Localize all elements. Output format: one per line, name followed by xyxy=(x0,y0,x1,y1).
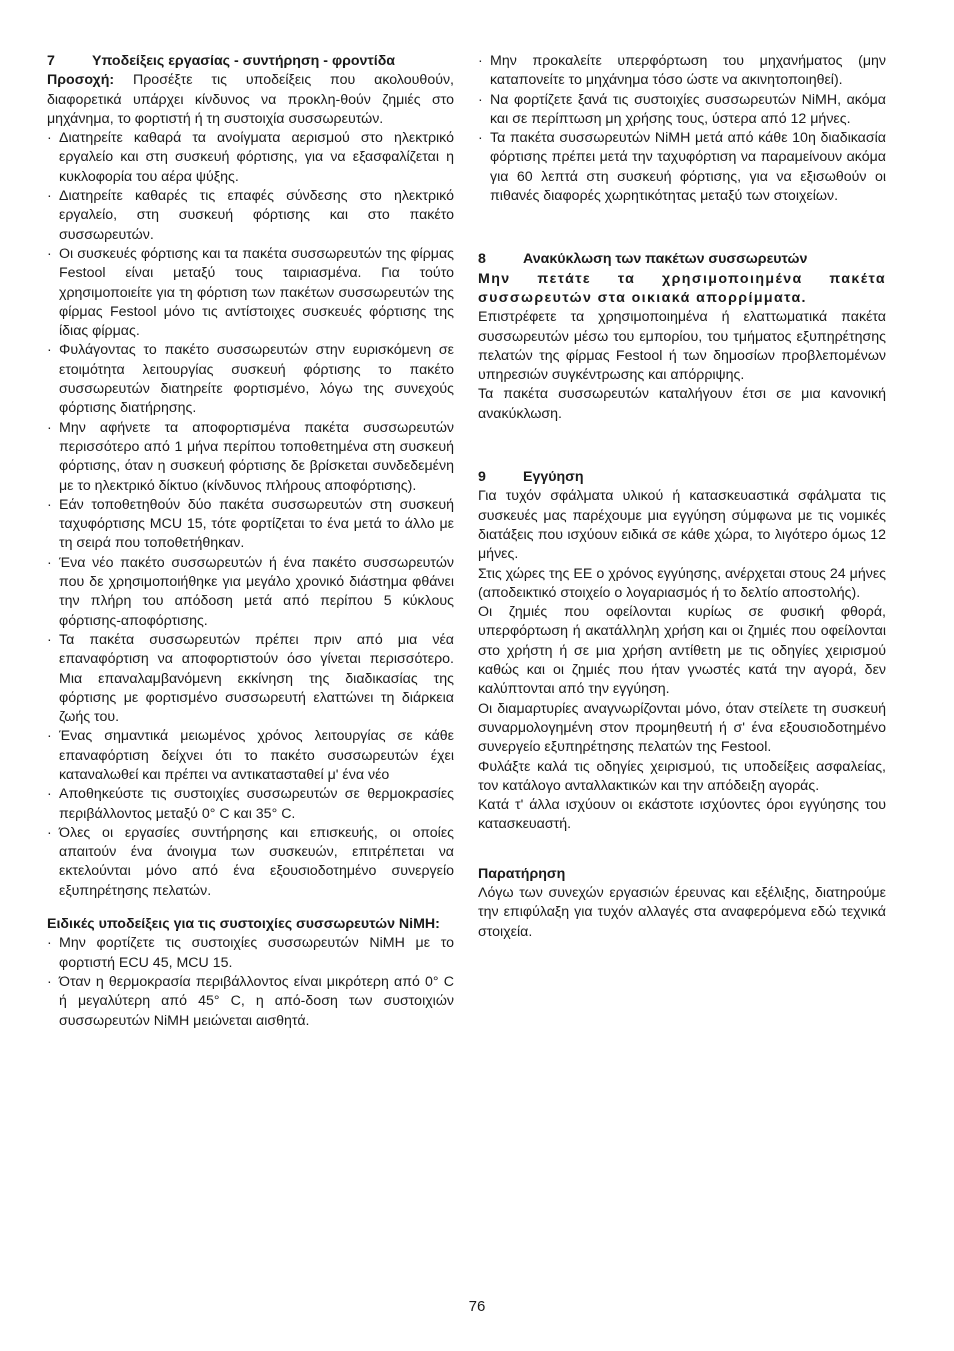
caution-text: Προσέξτε τις υποδείξεις που ακολουθούν, διαφορετικά υπάρχει κίνδυνος να προκλη-θούν ζημιές στο μηχάνημα, το φορτιστή ή τη συστοιχία συσσωρευτών. xyxy=(47,72,454,127)
list-item-text: Όλες οι εργασίες συντήρησης και επισκευής, οι οποίες απαιτούν ένα άνοιγμα των συσκευών, επιτρέπεται να εκτελούνται μόνο από ένα εξουσιοδοτημένο συνεργείο εξυπηρέτησης πελατών. xyxy=(59,824,454,899)
list-item xyxy=(47,419,454,496)
warranty-paragraph: Κατά τ' άλλα ισχύουν οι εκάστοτε ισχύοντες όροι εγγύησης του κατασκευαστή. xyxy=(478,797,886,833)
section-9-title: Εγγύηση xyxy=(523,469,584,486)
list-item-text: Ένα νέο πακέτο συσσωρευτών ή ένα πακέτο συσσωρευτών που δε χρησιμοποιήθηκε για μεγάλο χρονικό διάστημα φθάνει την πλήρη του απόδοση μετά από περίπου 5 κύκλους φόρτισης-αποφόρτισης. xyxy=(59,554,454,629)
bullet-icon: · xyxy=(47,419,52,436)
right-column xyxy=(478,52,886,942)
nimh-list-continued xyxy=(478,52,886,206)
bullet-icon: · xyxy=(47,496,52,513)
list-item-text: Να φορτίζετε ξανά τις συστοιχίες συσσωρευτών NiMH, ακόμα και σε περίπτωση μη χρήσης τους, ύστερα από 12 μήνες. xyxy=(490,91,886,127)
list-item xyxy=(47,824,454,901)
list-item-text: Μην αφήνετε τα αποφορτισμένα πακέτα συσσωρευτών περισσότερο από 1 μήνα περίπου τοποθετημένα στη συσκευή φόρτισης, όταν η συσκευή φόρτισης δε βρίσκεται συνδεδεμένη με το ηλεκτρικό δίκτυο (κίνδυνος πλήρους αποφόρτισης). xyxy=(59,419,454,494)
list-item xyxy=(47,631,454,727)
bullet-icon: · xyxy=(47,728,52,745)
section-9-heading xyxy=(478,468,886,487)
caution-label: Προσοχή: xyxy=(47,72,115,89)
note-text: Λόγω των συνεχών εργασιών έρευνας και εξέλιξης, διατηρούμε την επιφύλαξη για τυχόν αλλαγές στα αναφερόμενα εδώ τεχνικά στοιχεία. xyxy=(478,884,886,940)
warranty-paragraph: Οι διαμαρτυρίες αναγνωρίζονται μόνο, όταν στείλετε τη συσκευή συναρμολογημένη στον προμηθευτή ή σ' ένα εξουσιοδοτημένο συνεργείο εξυπηρέτησης πελατών της Festool. xyxy=(478,700,886,756)
list-item-text: Όταν η θερμοκρασία περιβάλλοντος είναι μικρότερη από 0° C ή μεγαλύτερη από 45° C, η από-δοση των συστοιχιών συσσωρευτών NiMH μειώνεται αισθητά. xyxy=(59,973,454,1029)
list-item xyxy=(47,245,454,341)
list-item-text: Μην φορτίζετε τις συστοιχίες συσσωρευτών NiMH με το φορτιστή ECU 45, MCU 15. xyxy=(59,935,454,971)
bullet-icon: · xyxy=(47,786,52,803)
list-item-text: Διατηρείτε καθαρές τις επαφές σύνδεσης στο ηλεκτρικό εργαλείο, στη συσκευή φόρτισης και στο πακέτο συσσωρευτών. xyxy=(59,188,454,243)
list-item xyxy=(478,129,886,206)
bullet-icon: · xyxy=(47,245,52,262)
section-9-number: 9 xyxy=(478,469,486,486)
list-item-text: Τα πακέτα συσσωρευτών NiMH μετά από κάθε 10η διαδικασία φόρτισης πρέπει μετά την ταχυφόρτιση να παραμείνουν ακόμα για 60 λεπτά στη συσκευή φόρτισης, για να εξισωθούν οι πιθανές διαφορές χωρητικότητας μεταξύ των στοιχείων. xyxy=(490,130,886,205)
list-item xyxy=(47,785,454,824)
list-item xyxy=(47,934,454,973)
list-item xyxy=(47,727,454,785)
bullet-icon: · xyxy=(478,91,483,108)
list-item xyxy=(47,496,454,554)
nimh-heading: Ειδικές υποδείξεις για τις συστοιχίες συσσωρευτών NiMH: xyxy=(47,916,440,933)
list-item xyxy=(47,187,454,245)
warranty-paragraph: Για τυχόν σφάλματα υλικού ή κατασκευαστικά σφάλματα τις συσκευές μας παρέχουμε μια εγγύηση σύμφωνα με τις νομικές διατάξεις που ισχύουν ειδικά σε κάθε χώρα, το λιγότερο όμως 12 μήνες. xyxy=(478,488,886,563)
section-7-title: Υποδείξεις εργασίας - συντήρηση - φροντίδα xyxy=(92,53,396,69)
list-item xyxy=(47,129,454,187)
section-8-heading xyxy=(478,250,886,269)
list-item-text: Μην προκαλείτε υπερφόρτωση του μηχανήματος (μην καταπονείτε το μηχάνημα τόσο ώστε να ακινητοποιηθεί). xyxy=(490,53,886,89)
maintenance-list xyxy=(47,129,454,901)
list-item-text: Οι συσκευές φόρτισης και τα πακέτα συσσωρευτών της φίρμας Festool είναι μεταξύ τους ταιριασμένα. Για τούτο χρησιμοποιείτε για τη φόρτιση των πακέτων συσσωρευτών της φίρμας Festool μόνο τις αντίστοιχες συσκευές φόρτισης της ίδιας φίρμας. xyxy=(59,245,454,340)
bullet-icon: · xyxy=(478,53,483,69)
caution-paragraph xyxy=(47,71,454,129)
list-item-text: Εάν τοποθετηθούν δύο πακέτα συσσωρευτών στη συσκευή ταχυφόρτισης MCU 15, τότε φορτίζεται το ένα μετά το άλλο με τη σειρά που τοποθετήθηκαν. xyxy=(59,496,454,552)
list-item xyxy=(478,91,886,130)
bullet-icon: · xyxy=(47,188,52,205)
list-item xyxy=(478,52,886,91)
bullet-icon: · xyxy=(47,973,52,990)
bullet-icon: · xyxy=(47,935,52,952)
list-item-text: Φυλάγοντας το πακέτο συσσωρευτών στην ευρισκόμενη σε ετοιμότητα λειτουργίας συσκευή φόρτισης το πακέτο συσσωρευτών διατηρείτε φορτισμένο, λόγω της συνεχούς φόρτισης διατήρησης. xyxy=(59,342,454,417)
left-column xyxy=(47,52,454,1031)
bullet-icon: · xyxy=(47,342,52,359)
list-item xyxy=(47,554,454,631)
section-7-number: 7 xyxy=(47,53,55,69)
bullet-icon: · xyxy=(47,631,52,648)
bullet-icon: · xyxy=(47,824,52,841)
list-item-text: Αποθηκεύστε τις συστοιχίες συσσωρευτών σε θερμοκρασίες περιβάλλοντος μεταξύ 0° C και 35° C. xyxy=(59,786,454,822)
recycling-warning: Μην πετάτε τα χρησιμοποιημένα πακέτα συσσωρευτών στα οικιακά απορρίμματα. xyxy=(478,270,886,306)
bullet-icon: · xyxy=(47,554,52,571)
section-7-heading xyxy=(47,52,454,71)
warranty-paragraph: Οι ζημιές που οφείλονται κυρίως σε φυσική φθορά, υπερφόρτωση ή ακατάλληλη χρήση και οι ζημιές που οφείλονται στο χρήστη ή σε μια χρήση αντίθετη με τις οδηγίες χειρισμού καθώς και οι ζημιές που ήταν γνωστές κατά την αγορά, δεν καλύπτονται από την εγγύηση. xyxy=(478,604,886,698)
list-item-text: Ένας σημαντικά μειωμένος χρόνος λειτουργίας σε κάθε επαναφόρτιση δείχνει ότι το πακέτο συσσωρευτών έχει καταναλωθεί και πρέπει να αντικατασταθεί μ' ένα νέο xyxy=(59,728,454,783)
warranty-paragraph: Στις χώρες της ΕΕ ο χρόνος εγγύησης, ανέρχεται στους 24 μήνες (αποδεικτικό στοιχείο ο λογαριασμός ή το δελτίο αποστολής). xyxy=(478,565,886,601)
bullet-icon: · xyxy=(47,130,52,147)
note-heading: Παρατήρηση xyxy=(478,865,566,882)
nimh-list xyxy=(47,934,454,1030)
recycling-paragraph: Τα πακέτα συσσωρευτών καταλήγουν έτσι σε μια κανονική ανακύκλωση. xyxy=(478,386,886,422)
bullet-icon: · xyxy=(478,130,483,147)
page-number: 76 xyxy=(468,1298,486,1315)
list-item-text: Τα πακέτα συσσωρευτών πρέπει πριν από μια νέα επαναφόρτιση να αποφορτιστούν όσο γίνεται περισσότερο. Μια επαναλαμβανόμενη εκκίνηση της διαδικασίας της φόρτισης με φορτισμένο συσσωρευτή ελαττώνει τη διάρκεια ζωής του. xyxy=(59,631,454,726)
section-8-number: 8 xyxy=(478,251,486,268)
list-item xyxy=(47,341,454,418)
list-item-text: Διατηρείτε καθαρά τα ανοίγματα αερισμού στο ηλεκτρικό εργαλείο και στη συσκευή φόρτισης, για να εξασφαλίζεται η κυκλοφορία του αέρα ψύξης. xyxy=(59,130,454,185)
section-8-title: Ανακύκλωση των πακέτων συσσωρευτών xyxy=(523,251,808,268)
warranty-paragraph: Φυλάξτε καλά τις οδηγίες χειρισμού, τις υποδείξεις ασφαλείας, τον κατάλογο ανταλλακτικών και την απόδειξη αγοράς. xyxy=(478,758,886,794)
recycling-paragraph: Επιστρέφετε τα χρησιμοποιημένα ή ελαττωματικά πακέτα συσσωρευτών μέσω του εμπορίου, του τμήματος εξυπηρέτησης πελατών της φίρμας Festool ή των δημοσίων προβλεπομένων υπηρεσιών συγκέντρωσης και απόρριψης. xyxy=(478,309,886,384)
list-item xyxy=(47,973,454,1031)
